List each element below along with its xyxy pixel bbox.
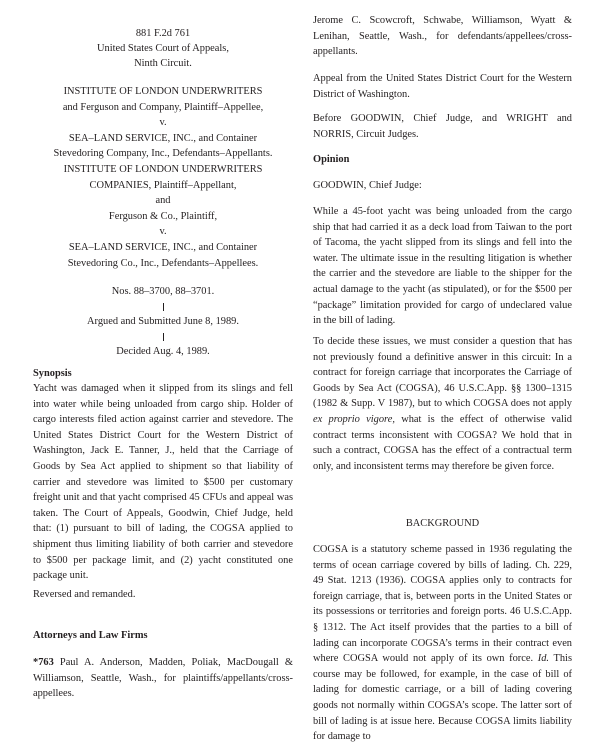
paragraph-2-part-a: To decide these issues, we must consider a question that has not previously found a definitive answer in this circuit: In a contract for foreign carriage that incorporates the Carriage of Goods by Sea Act (COGSA), 46 U.S.C.App. §§ 1300–1315 (1982 & Supp. V 1987), but to which COGSA does not apply [313, 336, 572, 410]
background-heading: BACKGROUND [405, 518, 480, 529]
id-citation: Id. [537, 653, 550, 665]
opinion-heading: Opinion [313, 154, 350, 165]
latin-phrase: ex proprio vigore, [313, 413, 395, 425]
party-line: v. [159, 117, 167, 129]
party-line: and [155, 195, 171, 207]
party-line: INSTITUTE OF LONDON UNDERWRITERS [63, 163, 263, 175]
party-line: v. [159, 226, 167, 238]
opinion-paragraph-1: While a 45-foot yacht was being unloaded from the cargo ship that had carried it as a deck load from Taiwan to the port of Tacoma, the yacht slipped from its slings and fell into the water. The ultimate issue in the resulting litigation is whether the carrier and the stevedore are liable to the shipper for the actual damage to the yacht (as stipulated), or for the $500 per “package” limitation provided for cargo of undeclared value in the bill of lading. [313, 206, 572, 327]
page-marker: *763 [33, 657, 54, 668]
party-line: Stevedoring Co., Inc., Defendants–Appellees. [67, 257, 259, 269]
party-line: and Ferguson and Company, Plaintiff–Appellee, [62, 101, 264, 113]
docket-number: Nos. 88–3700, 88–3701. [111, 286, 215, 297]
separator-mark [33, 329, 293, 345]
decided-date: Decided Aug. 4, 1989. [116, 346, 210, 357]
citation: 881 F.2d 761 [135, 28, 191, 39]
separator-mark [33, 299, 293, 315]
appellee-attorneys: Jerome C. Scowcroft, Schwabe, Williamson, Wyatt & Lenihan, Seattle, Wash., for defendants/appellees/cross-appellants. [313, 15, 572, 58]
paragraph-2-part-b: what is the effect of otherwise valid contract terms inconsistent with COGSA? We hold that in such a contract, COGSA has the effect of a contractual term only, and inconsistent terms may therefore be given force. [313, 413, 572, 472]
circuit-name: Ninth Circuit. [134, 58, 192, 69]
opinion-author: GOODWIN, Chief Judge: [313, 180, 422, 191]
opinion-paragraph-3 [313, 542, 572, 745]
party-line: SEA–LAND SERVICE, INC., and Container [68, 132, 258, 144]
paragraph-3-part-a: COGSA is a statutory scheme passed in 1936 regulating the terms of ocean carriage covered by bills of lading. Ch. 229, 49 Stat. 1213 (1936). COGSA applies only to contracts for foreign carriage, that is, between ports in the United States or its possessions or territories and foreign ports. 46 U.S.C.App. § 1312. The Act itself provides that the parties to a bill of lading can incorporate COGSA’s terms in their contract even where COGSA would not apply of its own force. [313, 544, 572, 665]
party-line: SEA–LAND SERVICE, INC., and Container [68, 241, 258, 253]
argued-date: Argued and Submitted June 8, 1989. [87, 316, 239, 327]
disposition: Reversed and remanded. [33, 589, 136, 600]
panel-judges: Before GOODWIN, Chief Judge, and WRIGHT and NORRIS, Circuit Judges. [313, 113, 572, 140]
attorneys-body: Paul A. Anderson, Madden, Poliak, MacDougall & Williamson, Seattle, Wash., for plaintiffs/appellants/cross-appellees. [33, 657, 293, 700]
court-name: United States Court of Appeals, [97, 43, 229, 54]
party-line: Ferguson & Co., Plaintiff, [108, 210, 218, 222]
appeal-from: Appeal from the United States District Court for the Western District of Washington. [313, 73, 572, 100]
party-line: COMPANIES, Plaintiff–Appellant, [89, 179, 237, 191]
paragraph-3-part-b: This course may be followed, for example, in the case of bill of lading for domestic carriage, or a bill of lading covering goods not normally within COGSA’s scope. The latter sort of bill of lading is at issue here. Because COGSA limits liability for damage to [313, 653, 572, 743]
opinion-paragraph-2 [313, 334, 572, 474]
attorneys-text [33, 655, 293, 702]
case-caption [33, 84, 293, 271]
party-line: INSTITUTE OF LONDON UNDERWRITERS [63, 86, 263, 97]
synopsis-text: Yacht was damaged when it slipped from its slings and fell into water while being unloaded from cargo ship. Holder of cargo interests filed action against carrier and stevedore. The United States District Court for the Western District of Washington, Jack E. Tanner, J., held that the Carriage of Goods by Sea Act applied to shipment so that liability of carrier and stevedore was limited to $500 per customary freight unit and that yacht comprised 45 CFUs and appeal was taken. The Court of Appeals, Goodwin, Chief Judge, held that: (1) pursuant to bill of lading, the COGSA applied to shipment thus limiting liability of both carrier and stevedore to $500 per package limit, and (2) yacht constituted one package unit. [33, 383, 293, 582]
synopsis-heading: Synopsis [33, 368, 72, 379]
party-line: Stevedoring Company, Inc., Defendants–Appellants. [53, 148, 273, 160]
attorneys-heading: Attorneys and Law Firms [33, 630, 148, 641]
